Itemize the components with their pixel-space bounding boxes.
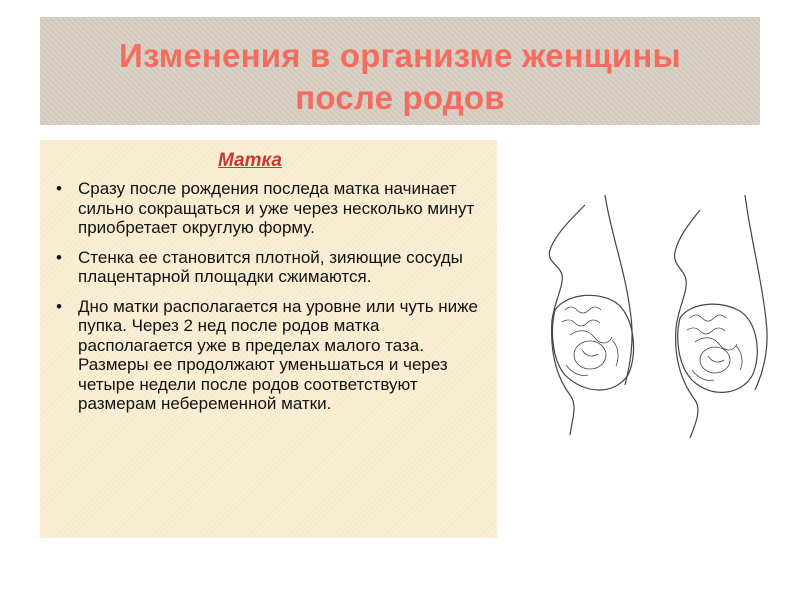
uterus-illustration [530,190,780,440]
bullet-icon: • [56,247,62,267]
bullet-icon: • [56,179,62,198]
left-uterus-outline [552,295,633,390]
left-back-outline [605,195,632,385]
right-back-outline [745,195,767,390]
bullet-item [56,297,496,414]
bullet-item [56,179,496,238]
right-uterus-outline [678,304,758,392]
slide-title [40,17,760,119]
slide-title-line-2: после родов [295,79,505,116]
slide-title-line-1: Изменения в организме женщины [119,37,681,74]
section-heading: Матка [218,150,282,171]
title-bar [40,17,760,125]
bullet-list [56,179,496,424]
bullet-icon: • [56,296,62,316]
bullet-text: Стенка ее становится плотной, зияющие сосуды плацентарной площадки сжимаются. [78,247,463,286]
bullet-item [56,248,496,287]
bullet-text: Дно матки располагается на уровне или чуть ниже пупка. Через 2 нед после родов матка располагается уже в пределах малого таза. Размеры ее продолжают уменьшаться и через четыре недели после родов соответствуют размерам небеременной матки. [78,296,479,413]
bullet-text: Сразу после рождения последа матка начинает сильно сокращаться и уже через несколько минут приобретает округлую форму. [78,179,475,237]
